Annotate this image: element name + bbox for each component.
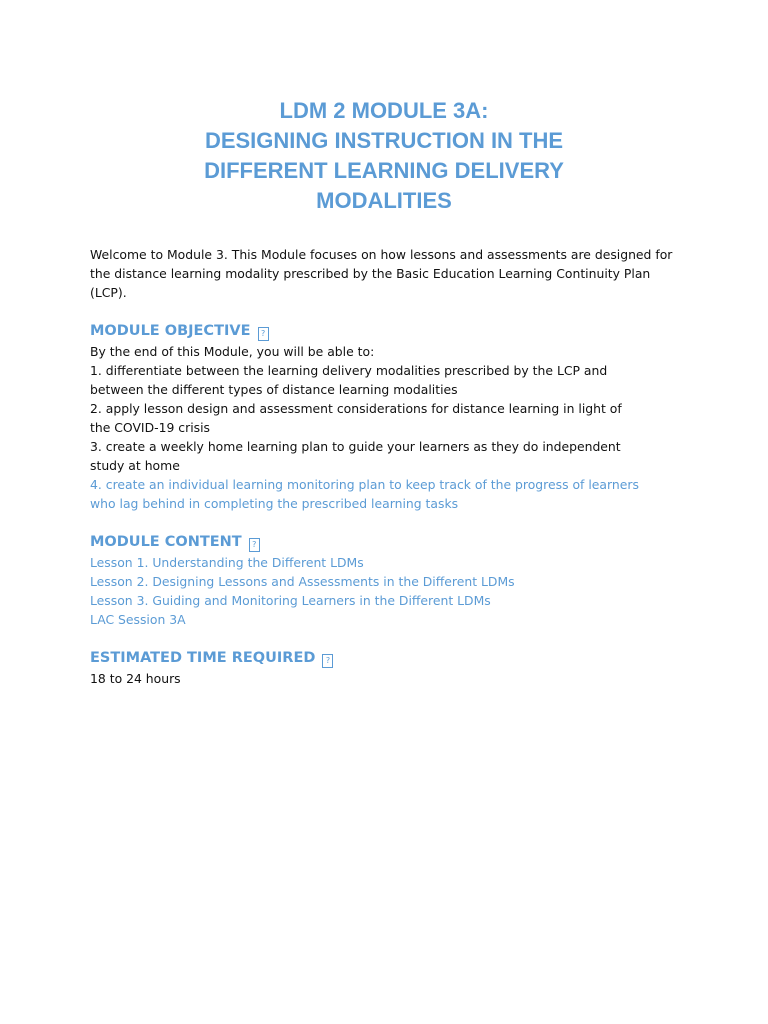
lesson-item: Lesson 2. Designing Lessons and Assessments in the Different LDMs	[90, 574, 515, 589]
time-section	[90, 647, 690, 688]
module-title	[0, 96, 768, 216]
intro-paragraph	[90, 245, 690, 302]
lesson-item: Lesson 1. Understanding the Different LDMs	[90, 555, 364, 570]
title-line-1: LDM 2 MODULE 3A:	[279, 98, 489, 123]
module-body	[90, 245, 690, 706]
lesson-item: LAC Session 3A	[90, 612, 186, 627]
objective-line: 3. create a weekly home learning plan to guide your learners as they do independent	[90, 439, 621, 454]
objective-heading: MODULE OBJECTIVE ?	[90, 320, 690, 342]
title-line-2: DESIGNING INSTRUCTION IN THE	[204, 128, 564, 153]
objective-lead: By the end of this Module, you will be able to:	[90, 344, 375, 359]
missing-glyph-icon: ?	[258, 327, 269, 341]
lesson-item: Lesson 3. Guiding and Monitoring Learners in the Different LDMs	[90, 593, 491, 608]
missing-glyph-icon: ?	[249, 538, 260, 552]
objective-item-4-line-2: who lag behind in completing the prescribed learning tasks	[90, 496, 459, 511]
objective-line: the COVID-19 crisis	[90, 420, 211, 435]
objective-line: study at home	[90, 458, 180, 473]
intro-line-1: Welcome to Module 3. This Module focuses on how lessons and assessments are designed for	[90, 247, 673, 262]
title-line-3: DIFFERENT LEARNING DELIVERY	[204, 158, 564, 183]
content-section	[90, 531, 690, 629]
time-heading: ESTIMATED TIME REQUIRED ?	[90, 647, 690, 669]
objective-line: between the different types of distance learning modalities	[90, 382, 458, 397]
time-value: 18 to 24 hours	[90, 671, 181, 686]
objective-line: 1. differentiate between the learning delivery modalities prescribed by the LCP and	[90, 363, 608, 378]
missing-glyph-icon: ?	[322, 654, 333, 668]
intro-line-2: the distance learning modality prescribed by the Basic Education Learning Continuity Plan (LCP).	[90, 266, 651, 300]
objective-section	[90, 320, 690, 513]
objective-item-4-line-1: 4. create an individual learning monitoring plan to keep track of the progress of learners	[90, 477, 639, 492]
objective-line: 2. apply lesson design and assessment considerations for distance learning in light of	[90, 401, 622, 416]
content-heading: MODULE CONTENT ?	[90, 531, 690, 553]
title-line-4: MODALITIES	[316, 188, 452, 213]
